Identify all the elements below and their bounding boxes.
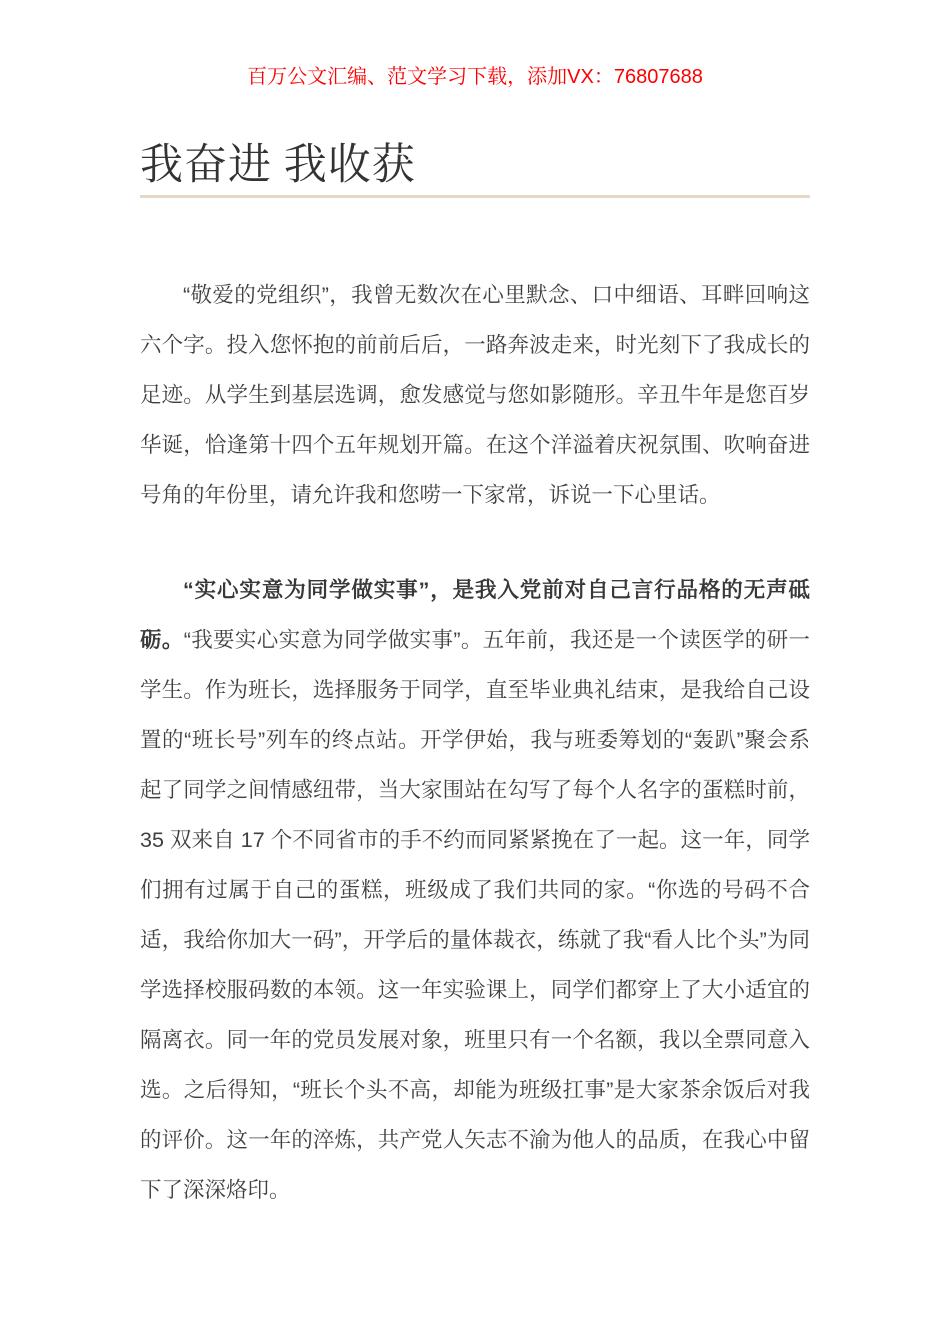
document-content [140,142,810,1215]
page-title: 我奋进 我收获 [140,142,810,198]
paragraph-section-text: “我要实心实意为同学做实事”。五年前，我还是一个读医学的研一学生。作为班长，选择服务于同学，直至毕业典礼结束，是我给自己设置的“班长号”列车的终点站。开学伊始，我与班委筹划的“轰趴”聚会系起了同学之间情感纽带，当大家围站在勾写了每个人名字的蛋糕时前，35 双来自 17 个不同省市的手不约而同紧紧挽在了一起。这一年，同学们拥有过属于自己的蛋糕，班级成了我们共同的家。“你选的号码不合适，我给你加大一码”，开学后的量体裁衣，练就了我“看人比个头”为同学选择校服码数的本领。这一年实验课上，同学们都穿上了大小适宜的隔离衣。同一年的党员发展对象，班里只有一个名额，我以全票同意入选。之后得知，“班长个头不高，却能为班级扛事”是大家茶余饭后对我的评价。这一年的淬炼，共产党人矢志不渝为他人的品质，在我心中留下了深深烙印。 [140,628,810,1202]
paragraph-intro [140,270,810,520]
paragraph-section-lead-bold: “实心实意为同学做实事”，是我入党前对自己言行品格的无声砥砺。 [140,578,810,652]
document-body [140,270,810,1215]
paragraph-intro-text: “敬爱的党组织”，我曾无数次在心里默念、口中细语、耳畔回响这六个字。投入您怀抱的前前后后，一路奔波走来，时光刻下了我成长的足迹。从学生到基层选调，愈发感觉与您如影随形。辛丑牛年是您百岁华诞，恰逢第十四个五年规划开篇。在这个洋溢着庆祝氛围、吹响奋进号角的年份里，请允许我和您唠一下家常，诉说一下心里话。 [140,283,810,507]
paragraph-section [140,565,810,1215]
promo-banner: 百万公文汇编、范文学习下载，添加VX：76807688 [247,66,703,88]
